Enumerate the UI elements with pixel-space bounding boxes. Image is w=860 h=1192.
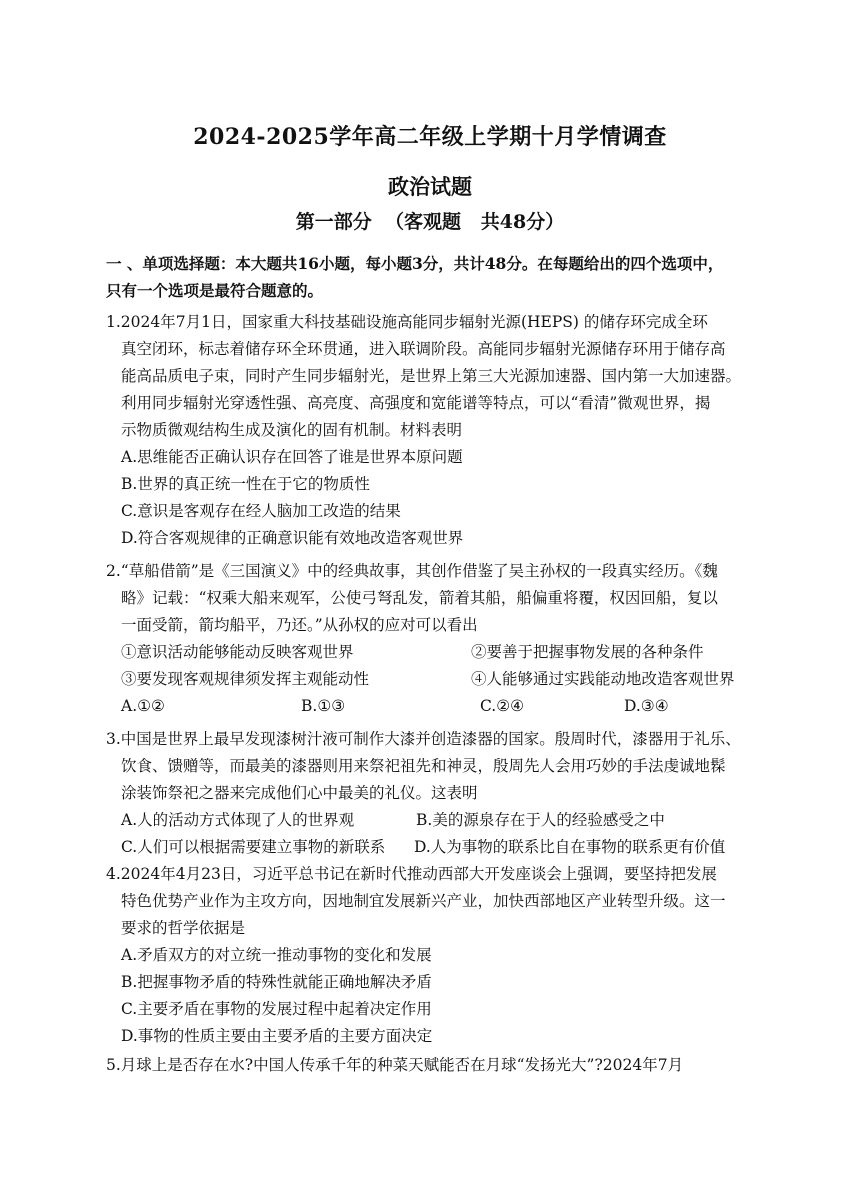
question-stem-line: 略》记载：“权乘大船来观军，公使弓弩乱发，箭着其船，船偏重将覆，权因回船，复以 — [121, 589, 718, 607]
question-stem-line: 利用同步辐射光穿透性强、高亮度、高强度和宽能谱等特点，可以“看清”微观世界，揭 — [121, 394, 711, 412]
option-b: B.①③ — [301, 697, 346, 715]
option-d: D.人为事物的联系比自在事物的联系更有价值 — [414, 838, 726, 856]
question-stem-line: 2.“草船借箭”是《三国演义》中的经典故事，其创作借鉴了吴主孙权的一段真实经历。《魏 — [106, 562, 718, 580]
instructions-line: 一 、单项选择题：本大题共16小题，每小题3分，共计48分。在每题给出的四个选项中， — [106, 254, 724, 273]
statement-2: ②要善于把握事物发展的各种条件 — [471, 643, 704, 661]
statement-3: ③要发现客观规律须发挥主观能动性 — [121, 670, 370, 688]
option-d: D.③④ — [624, 697, 669, 715]
option-c: C.意识是客观存在经人脑加工改造的结果 — [121, 502, 401, 520]
question-stem-line: 真空闭环，标志着储存环全环贯通，进入联调阶段。高能同步辐射光源储存环用于储存高 — [121, 340, 726, 358]
question-stem-line: 一面受箭，箭均船平，乃还。”从孙权的应对可以看出 — [121, 616, 478, 634]
question-stem-line: 涂装饰祭祀之器来完成他们心中最美的礼仪。这表明 — [121, 784, 478, 802]
section-heading: 第一部分 （客观题 共48分） — [295, 211, 565, 233]
option-a: A.矛盾双方的对立统一推动事物的变化和发展 — [121, 946, 432, 964]
question-stem-line: 5.月球上是否存在水?中国人传承千年的种菜天赋能否在月球“发扬光大”?2024年7月 — [106, 1056, 684, 1074]
exam-subject: 政治试题 — [388, 174, 472, 199]
option-d: D.符合客观规律的正确意识能有效地改造客观世界 — [121, 529, 464, 547]
option-a: A.①② — [121, 697, 165, 715]
exam-title: 2024-2025学年高二年级上学期十月学情调查 — [193, 124, 667, 150]
option-c: C.②④ — [480, 697, 525, 715]
option-b: B.美的源泉存在于人的经验感受之中 — [416, 811, 665, 829]
question-stem-line: 示物质微观结构生成及演化的固有机制。材料表明 — [121, 421, 463, 439]
question-stem-line: 3.中国是世界上最早发现漆树汁液可制作大漆并创造漆器的国家。殷周时代，漆器用于礼乐、 — [106, 730, 741, 748]
question-stem-line: 要求的哲学依据是 — [121, 919, 246, 937]
question-stem-line: 特色优势产业作为主攻方向，因地制宜发展新兴产业，加快西部地区产业转型升级。这一 — [121, 892, 726, 910]
option-a: A.人的活动方式体现了人的世界观 — [121, 811, 355, 829]
question-stem-line: 能高品质电子束，同时产生同步辐射光，是世界上第三大光源加速器、国内第一大加速器。 — [121, 367, 742, 385]
option-c: C.主要矛盾在事物的发展过程中起着决定作用 — [121, 1000, 432, 1018]
statement-1: ①意识活动能够能动反映客观世界 — [121, 643, 354, 661]
statement-4: ④人能够通过实践能动地改造客观世界 — [471, 670, 735, 688]
option-b: B.世界的真正统一性在于它的物质性 — [121, 475, 370, 493]
question-stem-line: 饮食、馈赠等，而最美的漆器则用来祭祀祖先和神灵，殷周先人会用巧妙的手法虔诚地髹 — [121, 757, 726, 775]
instructions-line: 只有一个选项是最符合题意的。 — [106, 281, 324, 300]
option-a: A.思维能否正确认识存在回答了谁是世界本原问题 — [121, 448, 463, 466]
question-stem-line: 1.2024年7月1日，国家重大科技基础设施高能同步辐射光源(HEPS) 的储存环完成全环 — [106, 313, 708, 331]
question-stem-line: 4.2024年4月23日，习近平总书记在新时代推动西部大开发座谈会上强调，要坚持把发展 — [106, 865, 717, 883]
option-c: C.人们可以根据需要建立事物的新联系 — [121, 838, 386, 856]
option-d: D.事物的性质主要由主要矛盾的主要方面决定 — [121, 1027, 433, 1045]
option-b: B.把握事物矛盾的特殊性就能正确地解决矛盾 — [121, 973, 432, 991]
